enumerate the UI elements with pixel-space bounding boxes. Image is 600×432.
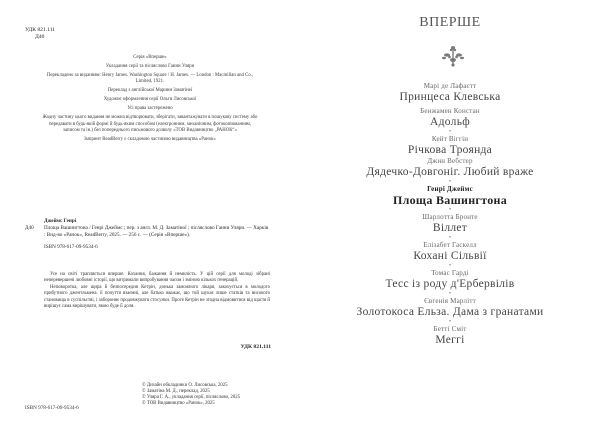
series-page [300,0,600,432]
book-title: Площа Вашингтона [392,193,508,207]
catalog-record [25,218,270,251]
compiler-line: Укладання серії та післяслово Ганни Уляри [105,64,195,69]
book-author: Марі де Лафаєтт [423,82,477,90]
book-author: Елізабет Гаскелл [423,241,477,249]
book-title: Віллет [432,222,468,234]
separator-dot: • [448,129,452,135]
book-title: Принцеса Клевська [399,91,501,103]
book-title: Адольф [430,116,470,128]
book-entry [300,297,600,319]
catalog-description: Площа Вашингтона / Генрі Джеймс ; пер. з англ. М. Д. Заматіної ; післяслово Ганни Уляри. — Харків : Вид-во «Ранок», ReadBerry, 2025. — 256 с. — (Серія «Вперше»). [44,224,269,238]
author-sign: Д40 [35,34,45,40]
series-book-list [300,82,600,347]
floral-ornament-icon [440,44,466,70]
book-entry [300,82,600,104]
separator-dot: • [448,291,452,297]
copyright-line: © Дизайн обкладинки О. Лисовська, 2025 [142,383,228,388]
rights-reserved: Усі права застережено [127,106,173,112]
copyright-block [142,383,240,407]
book-entry [300,107,600,129]
book-entry-current [300,185,600,207]
rights-notice: Жодну частину цього видання не можна відтворювати, зберігати, завантажувати в пошукову систему або передавати в будь-якій формі й будь-яким способом (електронним, механічним, фотокопіюванням, записом та ін.) без попереднього письмового дозволу «ТОВ Видавництво „РАНОК“» [42,115,258,134]
catalog-code: Д40 [25,224,34,231]
book-title: Тесс із роду д'Ербервілів [385,278,515,290]
book-author: Бетті Сміт [433,325,467,333]
copyright-line: © Уляра Г. А., укладання серії, післяслово, 2025 [142,395,241,401]
designer-line: Художнє оформлення серії Ольги Лисовської [103,97,197,103]
book-entry [300,269,600,291]
copyright-line: © Заматіна М. Д., переклад, 2025 [142,389,210,395]
udk-block [25,27,55,41]
original-edition-line: Перекладено за виданням: Henry James. Washington Square / H. James. — London : Macmillan and Co., Limited, 1921. [46,73,254,85]
book-title: Дядечко-Довгоніг. Любий враже [366,166,534,178]
isbn-bottom: ISBN 978-617-09-9534-6 [25,405,79,411]
catalog-author: Джеймс Генрі [44,218,77,224]
book-author: Кейт Віггін [431,135,469,143]
separator-dot: • [448,235,452,241]
book-title: Золотокоса Ельза. Дама з гранатами [356,306,544,318]
copyright-line: © ТОВ Видавництво «Ранок», 2025 [142,401,215,407]
book-author: Джин Вебстер [427,157,473,165]
book-title: Меггі [435,334,465,346]
series-title: ВПЕРШЕ [419,15,481,30]
udk-bottom: УДК 821.111 [240,344,271,350]
catalog-isbn: ISBN 978-617-09-9534-6 [44,244,98,251]
credits-block [42,55,258,146]
annotation-paragraph: Усе на світі трапляється вперше. Кохання, бажання й немилість. У цій серії для молоді зібрані неперевершені любовні історії, що витримали випробування часом і зміною кількох генерацій. [44,272,270,284]
book-entry [300,157,600,179]
separator-dot: • [448,319,452,325]
book-entry [300,135,600,157]
book-entry [300,241,600,263]
book-author: Євгенія Марлітт [424,297,476,305]
annotation [44,272,270,310]
book-entry [300,213,600,235]
separator-dot: • [448,207,452,213]
annotation-paragraph: Неповоротка, але щира й безпосередня Кетрін, донька заможного лікаря, закохується в молодого прибутного джентльмена. її почуття взаємні, але батько вважає, що той шукає лише статків та високого становища в суспільстві, і забороняє продовжувати стосунки. Проте Кетрін не згодна відмовитися від щастя й вирішує сама вирішувати, якою буде її доля. [44,284,270,310]
translator-line: Переклад з англійської Марини Заматінеї [107,88,193,94]
book-author: Шарлотта Бронте [422,213,478,221]
book-title: Річкова Троянда [407,144,493,156]
book-author: Томас Гарді [431,269,469,277]
series-line: Серія «Вперше» [133,55,167,60]
book-title: Кохані Сільвії [413,250,487,262]
imprint-line: Імпринт ReadBerry є складовою частиною видавництва «Ранок» [84,137,216,143]
book-author: Бенжамен Констан [420,107,480,115]
separator-dot: • [448,179,452,185]
udk-code: УДК 821.111 [25,27,56,33]
book-author: Генрі Джеймс [427,185,473,193]
book-entry [300,325,600,347]
separator-dot: • [448,263,452,269]
